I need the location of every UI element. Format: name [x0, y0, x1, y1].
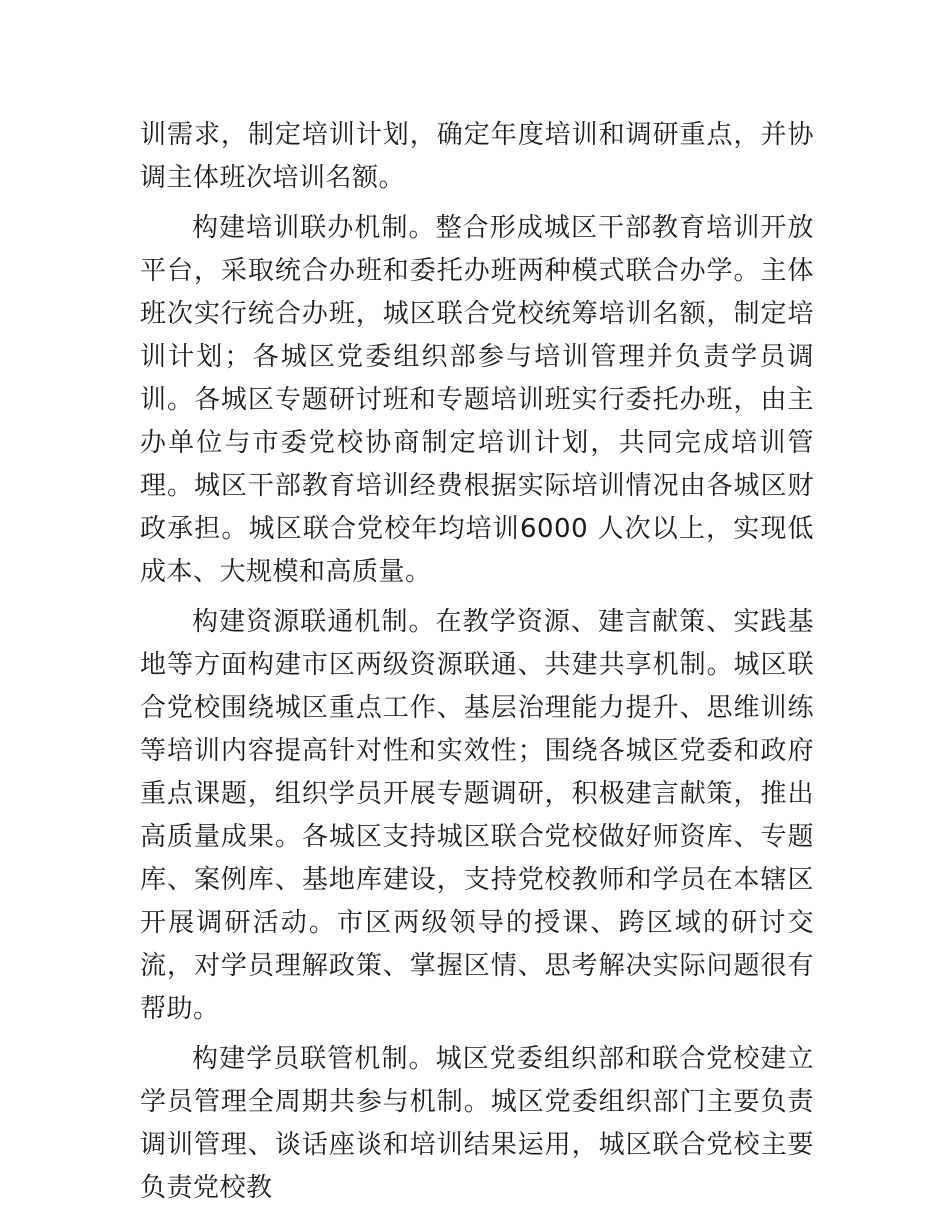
document-body: [140, 114, 814, 1217]
paragraph-resource-sharing-mechanism: 构建资源联通机制。在教学资源、建言献策、实践基地等方面构建市区两级资源联通、共建共享机制。城区联合党校围绕城区重点工作、基层治理能力提升、思维训练等培训内容提高针对性和实效性；围绕各城区党委和政府重点课题，组织学员开展专题调研，积极建言献策，推出高质量成果。各城区支持城区联合党校做好师资库、专题库、案例库、基地库建设，支持党校教师和学员在本辖区开展调研活动。市区两级领导的授课、跨区域的研讨交流，对学员理解政策、掌握区情、思考解决实际问题很有帮助。: [140, 607, 814, 1024]
paragraph-continuation: 训需求，制定培训计划，确定年度培训和调研重点，并协调主体班次培训名额。: [140, 120, 814, 193]
paragraph-student-management-mechanism: 构建学员联管机制。城区党委组织部和联合党校建立学员管理全周期共参与机制。城区党委组织部门主要负责调训管理、谈话座谈和培训结果运用，城区联合党校主要负责党校教: [140, 1044, 814, 1203]
paragraph-training-joint-mechanism: 构建培训联办机制。整合形成城区干部教育培训开放平台，采取统合办班和委托办班两种模式联合办学。主体班次实行统合办班，城区联合党校统筹培训名额，制定培训计划；各城区党委组织部参与培训管理并负责学员调训。各城区专题研讨班和专题培训班实行委托办班，由主办单位与市委党校协商制定培训计划，共同完成培训管理。城区干部教育培训经费根据实际培训情况由各城区财政承担。城区联合党校年均培训6000 人次以上，实现低成本、大规模和高质量。: [140, 213, 814, 587]
